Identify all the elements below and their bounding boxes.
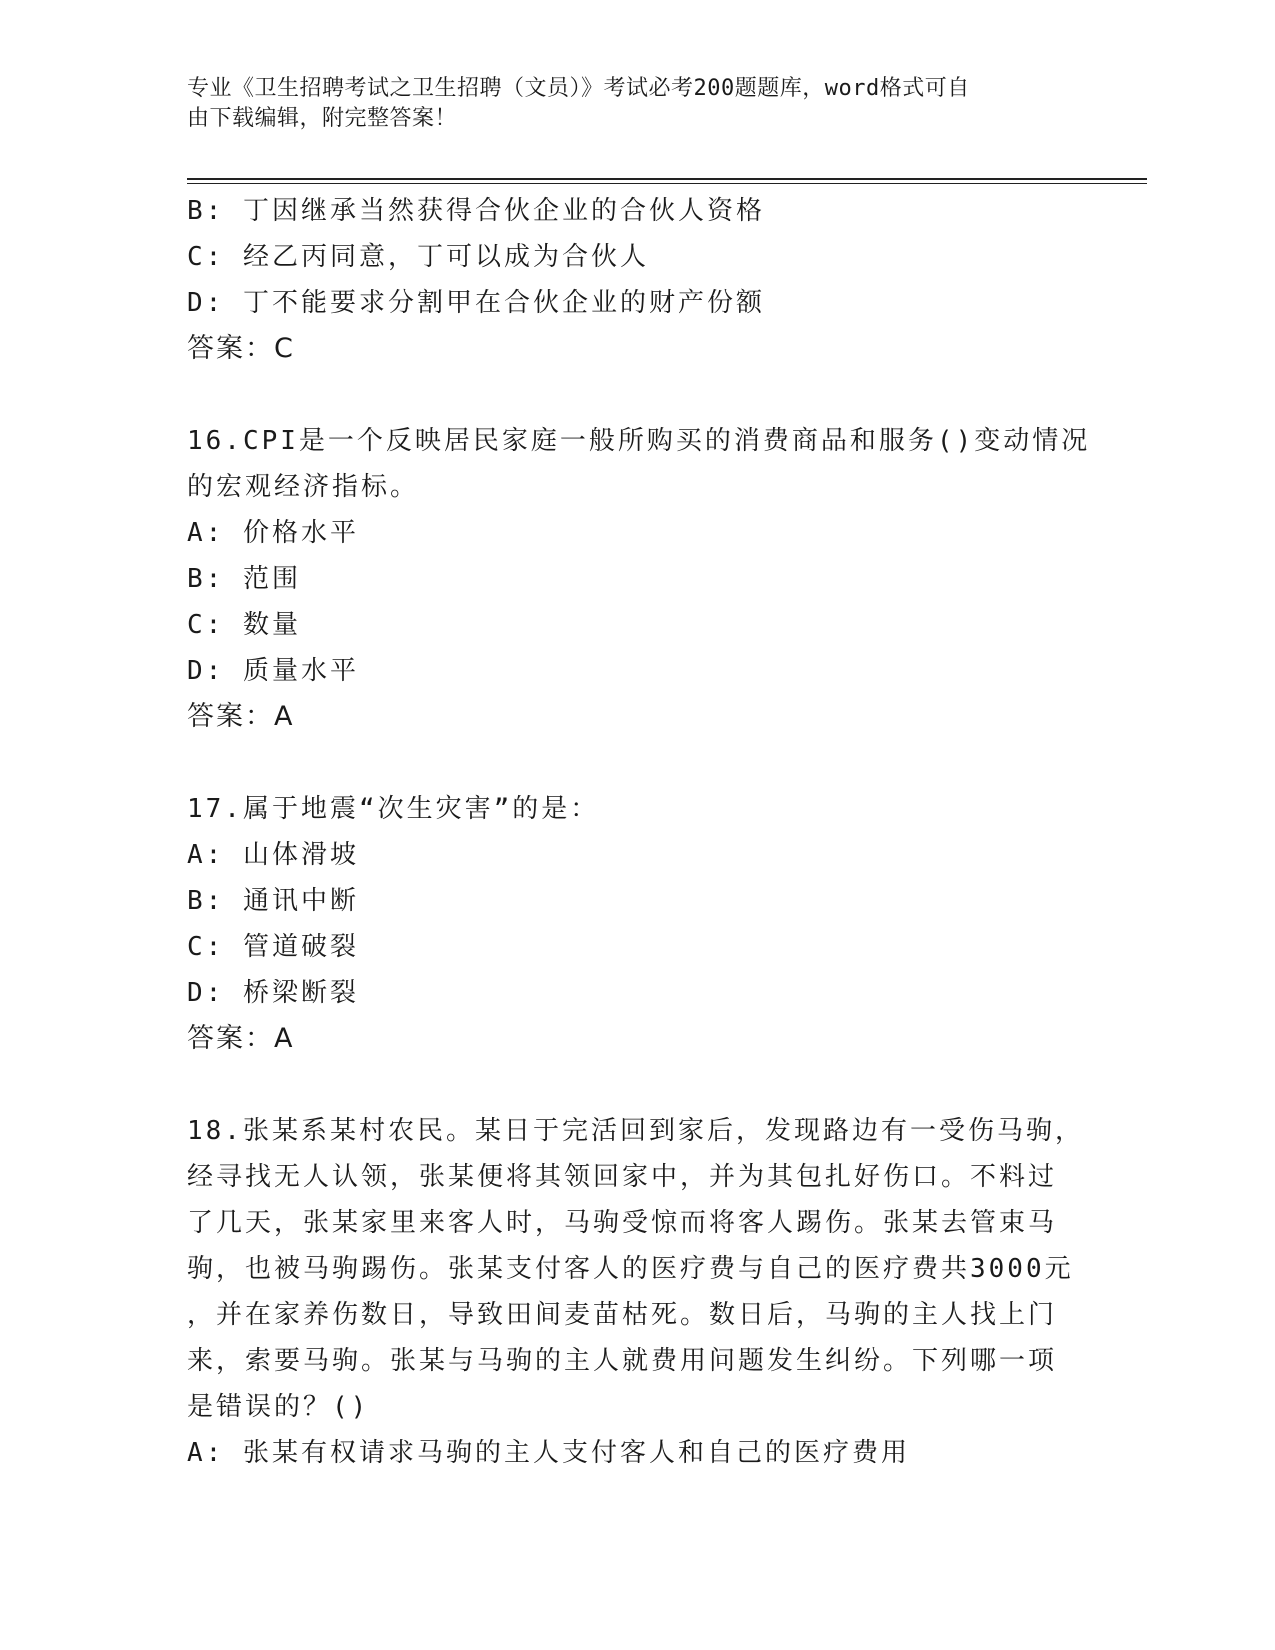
question-15-tail — [187, 188, 1067, 372]
question-17 — [187, 786, 1067, 1062]
option-d: D: 丁不能要求分割甲在合伙企业的财产份额 — [187, 288, 765, 318]
header-line-1: 专业《卫生招聘考试之卫生招聘（文员）》考试必考200题题库，word格式可自 — [187, 76, 970, 101]
option-b: B: 范围 — [187, 564, 301, 594]
answer: 答案：C — [187, 333, 295, 364]
question-stem — [187, 418, 1091, 510]
option-d: D: 质量水平 — [187, 656, 359, 686]
stem-line: 的宏观经济指标。 — [187, 472, 420, 502]
stem-line: 是错误的？() — [187, 1392, 370, 1422]
document-header — [187, 74, 1067, 134]
option-a: A: 价格水平 — [187, 518, 359, 548]
option-a: A: 张某有权请求马驹的主人支付客人和自己的医疗费用 — [187, 1438, 910, 1468]
answer: 答案：A — [187, 1023, 295, 1054]
option-c: C: 数量 — [187, 610, 301, 640]
stem-line: 18.张某系某村农民。某日于完活回到家后，发现路边有一受伤马驹， — [187, 1116, 1084, 1146]
stem-line: 16.CPI是一个反映居民家庭一般所购买的消费商品和服务()变动情况 — [187, 426, 1091, 456]
header-line-2: 由下载编辑，附完整答案！ — [187, 106, 458, 131]
question-content — [187, 188, 1091, 1476]
option-c: C: 管道破裂 — [187, 932, 359, 962]
option-b: B: 丁因继承当然获得合伙企业的合伙人资格 — [187, 196, 765, 226]
option-b: B: 通讯中断 — [187, 886, 359, 916]
option-c: C: 经乙丙同意，丁可以成为合伙人 — [187, 242, 649, 272]
question-stem — [187, 1108, 1084, 1430]
stem-line: 驹，也被马驹踢伤。张某支付客人的医疗费与自己的医疗费共3000元 — [187, 1254, 1074, 1284]
stem-line: 来，索要马驹。张某与马驹的主人就费用问题发生纠纷。下列哪一项 — [187, 1346, 1058, 1376]
spacer — [187, 740, 1067, 786]
header-divider-thick — [187, 178, 1147, 180]
stem-line: 了几天，张某家里来客人时，马驹受惊而将客人踢伤。张某去管束马 — [187, 1208, 1058, 1238]
stem-line: ，并在家养伤数日，导致田间麦苗枯死。数日后，马驹的主人找上门 — [187, 1300, 1058, 1330]
stem-line: 17.属于地震“次生灾害”的是： — [187, 794, 600, 824]
option-d: D: 桥梁断裂 — [187, 978, 359, 1008]
question-18 — [187, 1108, 1084, 1476]
spacer — [187, 372, 1067, 418]
spacer — [187, 1062, 1067, 1108]
answer: 答案：A — [187, 701, 295, 732]
stem-line: 经寻找无人认领，张某便将其领回家中，并为其包扎好伤口。不料过 — [187, 1162, 1058, 1192]
option-a: A: 山体滑坡 — [187, 840, 359, 870]
question-stem — [187, 786, 1067, 832]
question-16 — [187, 418, 1091, 740]
header-divider-thin — [187, 183, 1147, 184]
document-page — [187, 0, 1091, 1650]
